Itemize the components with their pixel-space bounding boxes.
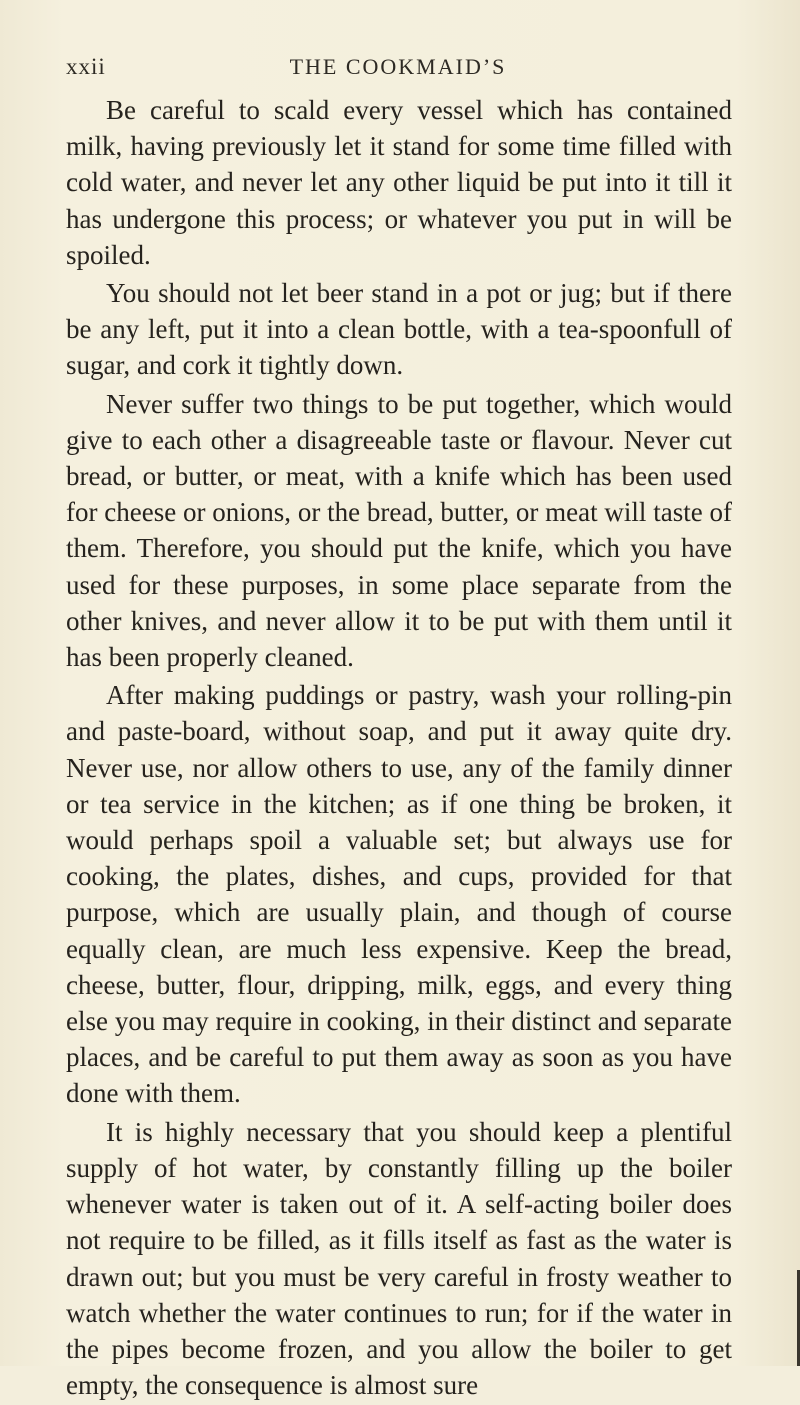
paragraph-beer: You should not let beer stand in a pot or jug; but if there be any left, put it into a clean bottle, with a tea-spoonfull of sugar, and cork it tightly down. — [66, 278, 732, 381]
running-head: THE COOKMAID’S — [289, 54, 507, 79]
paragraph-hot-water: It is highly necessary that you should keep a plentiful supply of hot water, by constantly filling up the boiler whenever water is taken out of it. A self-acting boiler does not require to be filled, as it fills itself as fast as the water is drawn out; but you must be very careful in frosty weather to watch whether the water continues to run; for if the water in the pipes become frozen, and you allow the boiler to get empty, the consequence is almost sure — [66, 1116, 732, 1401]
paragraph-flavours: Never suffer two things to be put together, which would give to each other a disagreeable taste or flavour. Never cut bread, or butter, or meat, with a knife which has been used for cheese or onions, or the bread, butter, or meat will taste of them. Therefore, you should put the knife, which you have used for these purposes, in some place separate from the other knives, and never allow it to be put with them until it has been properly cleaned. — [66, 388, 732, 673]
paragraph-scald-vessels: Be careful to scald every vessel which has contained milk, having previously let it stand for some time filled with cold water, and never let any other liquid be put into it till it has undergone this process; or whatever you put in will be spoiled. — [66, 95, 732, 270]
body-text — [66, 92, 732, 1405]
page-number: xxii — [66, 54, 106, 79]
paragraph-pastry-and-service: After making puddings or pastry, wash your rolling-pin and paste-board, without soap, and put it away quite dry. Never use, nor allow others to use, any of the family dinner or tea service in the kitchen; as if one thing be broken, it would perhaps spoil a valuable set; but always use for cooking, the plates, dishes, and cups, provided for that purpose, which are usually plain, and though of course equally clean, are much less expensive. Keep the bread, cheese, butter, flour, dripping, milk, eggs, and every thing else you may require in cooking, in their distinct and separate places, and be careful to put them away as soon as you have done with them. — [66, 680, 732, 1109]
page-header — [66, 54, 730, 84]
